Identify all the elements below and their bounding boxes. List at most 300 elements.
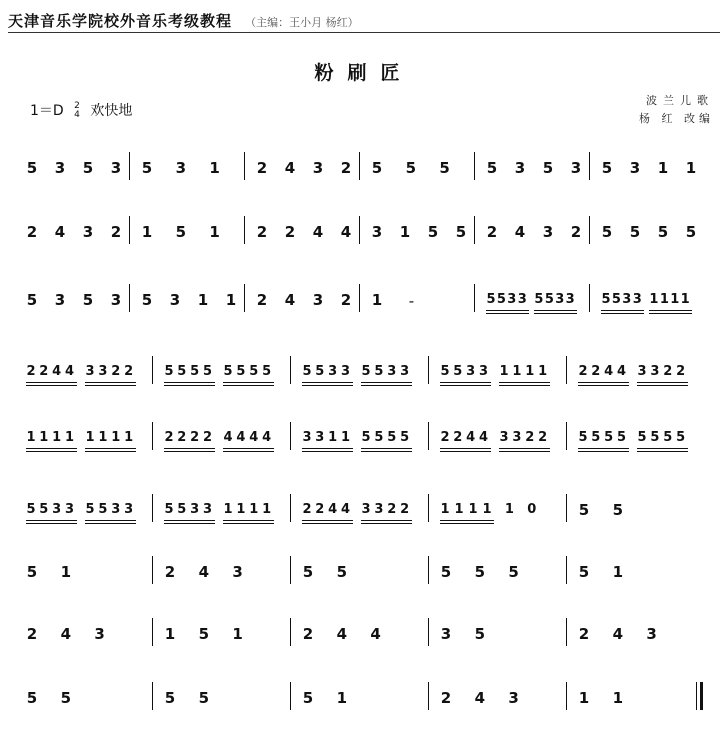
beam (440, 451, 491, 452)
barline (428, 682, 429, 710)
final-barline-thin (696, 682, 697, 710)
note: 1 (60, 563, 72, 581)
note: 3 (517, 292, 527, 307)
barline (589, 284, 590, 312)
note: 5 (39, 502, 49, 517)
barline (244, 216, 245, 244)
note: 2 (578, 625, 590, 643)
note: 4 (328, 502, 338, 517)
final-barline-thick (700, 682, 703, 710)
note: 2 (39, 364, 49, 379)
note: 2 (676, 364, 686, 379)
beam (361, 523, 412, 524)
barline (129, 216, 130, 244)
note: 5 (474, 625, 486, 643)
note: 1 (209, 159, 220, 177)
beam (649, 310, 692, 311)
barline (359, 152, 360, 180)
note: 5 (302, 689, 314, 707)
beam (302, 448, 353, 449)
measure (22, 148, 125, 196)
note: 1 (209, 223, 220, 241)
note: 3 (328, 364, 338, 379)
note: 3 (124, 502, 134, 517)
barline (290, 682, 291, 710)
note: 1 (685, 159, 697, 177)
note: 5 (427, 223, 439, 241)
note: 1 (504, 502, 514, 517)
beam (26, 382, 77, 383)
beam (85, 451, 136, 452)
measure (436, 352, 562, 400)
note: 4 (466, 430, 476, 445)
measure (436, 418, 562, 466)
note: 4 (612, 625, 624, 643)
note: 3 (400, 364, 410, 379)
note: 4 (474, 689, 486, 707)
measure (482, 148, 585, 196)
note: 3 (514, 159, 526, 177)
barline (244, 284, 245, 312)
note: 4 (64, 364, 75, 379)
note: 4 (198, 563, 210, 581)
note: 5 (177, 364, 187, 379)
beam (302, 523, 353, 524)
note: 2 (190, 430, 200, 445)
barline (566, 556, 567, 584)
note: 2 (387, 502, 397, 517)
note: 2 (26, 625, 38, 643)
beam (85, 523, 136, 524)
note: 1 (236, 502, 246, 517)
beam (637, 382, 688, 383)
note: 5 (26, 689, 38, 707)
barline (152, 556, 153, 584)
note: 3 (110, 291, 122, 309)
note: 4 (604, 364, 614, 379)
note: 3 (371, 223, 383, 241)
note: 5 (440, 563, 452, 581)
note: 3 (646, 625, 657, 643)
measure (22, 280, 125, 328)
measure (574, 678, 700, 726)
note: 5 (685, 223, 697, 241)
note: 5 (262, 364, 272, 379)
beam (637, 448, 688, 449)
measure (252, 148, 355, 196)
note: 5 (85, 502, 95, 517)
note: 5 (302, 563, 314, 581)
note: 5 (601, 159, 613, 177)
note: 2 (453, 430, 463, 445)
beam (440, 448, 491, 449)
note: 3 (374, 502, 384, 517)
note: 3 (82, 223, 94, 241)
note: 4 (336, 625, 348, 643)
measure (22, 212, 125, 260)
note: 4 (284, 159, 296, 177)
barline (566, 618, 567, 646)
note: 3 (52, 502, 62, 517)
beam (486, 313, 529, 314)
note: 3 (302, 430, 312, 445)
note: 5 (629, 223, 641, 241)
note: 5 (650, 430, 660, 445)
note: 5 (141, 159, 153, 177)
barline (428, 422, 429, 450)
note: 5 (400, 430, 410, 445)
note: 3 (507, 292, 517, 307)
score-row (18, 552, 712, 602)
beam (361, 382, 412, 383)
note: 1 (64, 430, 75, 445)
note: 2 (340, 159, 352, 177)
beam (164, 448, 215, 449)
beam (361, 520, 412, 521)
beam (164, 385, 215, 386)
barline (152, 682, 153, 710)
measure (22, 352, 148, 400)
note: 3 (312, 159, 324, 177)
note: 4 (249, 430, 259, 445)
measure (298, 418, 424, 466)
measure (574, 418, 700, 466)
beam (164, 451, 215, 452)
note: 1 (399, 223, 411, 241)
note: 5 (82, 291, 94, 309)
barline (566, 356, 567, 384)
note: 5 (440, 364, 450, 379)
note: 1 (612, 689, 624, 707)
note: 5 (508, 563, 519, 581)
score-row (18, 418, 712, 468)
note: 1 (52, 430, 62, 445)
note: 3 (629, 159, 641, 177)
note: 5 (637, 430, 647, 445)
note: 1 (141, 223, 153, 241)
note: 2 (591, 364, 601, 379)
note: 1 (612, 563, 624, 581)
measure (436, 678, 562, 726)
note: 5 (361, 430, 371, 445)
measure (22, 552, 148, 600)
note: 1 (499, 364, 509, 379)
barline (290, 422, 291, 450)
note: 5 (141, 291, 153, 309)
beam (85, 448, 136, 449)
note: 4 (370, 625, 381, 643)
beam (302, 382, 353, 383)
note: 2 (256, 159, 268, 177)
note: 5 (405, 159, 417, 177)
meter-top: 2 (74, 101, 80, 111)
score-row (18, 490, 712, 540)
measure (160, 418, 286, 466)
note: 3 (98, 364, 108, 379)
note: 2 (315, 502, 325, 517)
note: 2 (440, 430, 450, 445)
beam (578, 382, 629, 383)
note: 1 (680, 292, 690, 307)
note: 5 (578, 501, 590, 519)
note: 1 (340, 430, 351, 445)
barline (589, 152, 590, 180)
note: 5 (455, 223, 467, 241)
key-signature (30, 100, 132, 120)
note: 3 (64, 502, 75, 517)
note: 2 (110, 223, 122, 241)
beam (486, 310, 529, 311)
note: 2 (340, 291, 352, 309)
note: 3 (478, 364, 489, 379)
beam (534, 313, 577, 314)
barline (129, 152, 130, 180)
measure (367, 280, 470, 328)
note: 5 (486, 159, 498, 177)
note: 1 (659, 292, 669, 307)
beam (302, 385, 353, 386)
note: 1 (262, 502, 272, 517)
book-header (8, 10, 720, 33)
note: 3 (387, 364, 397, 379)
measure (298, 678, 424, 726)
note: 2 (302, 625, 314, 643)
note: 3 (94, 625, 105, 643)
note: 5 (60, 689, 72, 707)
measure (137, 280, 240, 328)
note: 1 (164, 625, 176, 643)
note: 2 (124, 364, 134, 379)
note: 1 (454, 502, 464, 517)
measure (298, 490, 424, 538)
score-row (18, 678, 712, 728)
note: 1 (512, 364, 522, 379)
note: 4 (340, 223, 352, 241)
note: 1 (657, 159, 669, 177)
barline (359, 216, 360, 244)
measure (367, 212, 470, 260)
measure (298, 552, 424, 600)
barline (152, 422, 153, 450)
meter (74, 102, 80, 120)
note: 5 (663, 430, 673, 445)
note: 5 (26, 291, 38, 309)
note: 5 (177, 502, 187, 517)
note: 2 (302, 502, 312, 517)
barline (290, 494, 291, 522)
note: 5 (175, 223, 187, 241)
note: 1 (111, 430, 121, 445)
score-row (18, 280, 712, 330)
barline (152, 356, 153, 384)
song-title: 粉刷匠 (314, 62, 414, 84)
note: 3 (565, 292, 575, 307)
note: 5 (544, 292, 554, 307)
beam (499, 385, 550, 386)
note: 2 (578, 364, 588, 379)
note: 3 (466, 364, 476, 379)
note: 4 (284, 291, 296, 309)
beam (164, 520, 215, 521)
measure (137, 148, 240, 196)
barline (290, 556, 291, 584)
beam (302, 520, 353, 521)
beam (499, 451, 550, 452)
beam (164, 382, 215, 383)
barline (428, 356, 429, 384)
note: 1 (525, 364, 535, 379)
beam (499, 382, 550, 383)
measure (160, 552, 286, 600)
note: 3 (169, 291, 181, 309)
note: 5 (534, 292, 544, 307)
note: 5 (26, 159, 38, 177)
note: 2 (26, 223, 38, 241)
measure (574, 352, 700, 400)
note: 3 (632, 292, 642, 307)
note: 1 (225, 291, 237, 309)
beam (601, 313, 644, 314)
note: 5 (616, 430, 627, 445)
note: 3 (202, 502, 213, 517)
note: 2 (111, 364, 121, 379)
note: 2 (256, 223, 268, 241)
barline (566, 494, 567, 522)
note: 5 (374, 364, 384, 379)
beam (440, 385, 491, 386)
beam (26, 520, 77, 521)
note: 1 (85, 430, 95, 445)
note: 3 (312, 291, 324, 309)
note: 5 (26, 502, 36, 517)
note: 3 (555, 292, 565, 307)
beam (361, 451, 412, 452)
note: 5 (361, 364, 371, 379)
note: 2 (538, 430, 548, 445)
tempo-marking: 欢快地 (90, 103, 133, 119)
note: 2 (663, 364, 673, 379)
note: 5 (190, 364, 200, 379)
note: 5 (82, 159, 94, 177)
measure (252, 212, 355, 260)
score-row (18, 614, 712, 664)
beam (440, 523, 494, 524)
key-label: 1＝D (30, 103, 64, 119)
beam (302, 451, 353, 452)
note: 3 (232, 563, 243, 581)
note: 1 (197, 291, 209, 309)
note: 1 (482, 502, 492, 517)
measure (160, 352, 286, 400)
note: 1 (538, 364, 548, 379)
editors-credit: （主编：王小月 杨红） (245, 16, 359, 29)
note: 5 (164, 502, 174, 517)
note: 3 (340, 364, 351, 379)
note: 5 (302, 364, 312, 379)
beam (361, 385, 412, 386)
beam (85, 382, 136, 383)
note: 1 (649, 292, 659, 307)
note: 1 (124, 430, 134, 445)
note: 1 (468, 502, 478, 517)
measure (367, 148, 470, 196)
note: 5 (439, 159, 450, 177)
measure (298, 352, 424, 400)
note: 5 (578, 430, 588, 445)
origin-credit: 波兰儿歌 (646, 94, 714, 107)
measure (482, 212, 585, 260)
note: 5 (591, 430, 601, 445)
note: 0 (527, 502, 537, 517)
beam (223, 382, 274, 383)
beam (578, 448, 629, 449)
note: 2 (440, 689, 452, 707)
measure (160, 614, 286, 662)
score-row (18, 212, 712, 262)
note: 4 (262, 430, 272, 445)
note: 1 (440, 502, 450, 517)
barline (428, 556, 429, 584)
note: 1 (223, 502, 233, 517)
measure (252, 280, 355, 328)
note: 3 (440, 625, 452, 643)
note: 3 (508, 689, 519, 707)
barline (474, 216, 475, 244)
beam (223, 448, 274, 449)
note: 5 (486, 292, 496, 307)
note: 1 (39, 430, 49, 445)
barline (129, 284, 130, 312)
beam (440, 520, 494, 521)
note: 3 (637, 364, 647, 379)
note: 2 (164, 430, 174, 445)
book-title: 天津音乐学院校外音乐考级教程 (8, 12, 233, 30)
barline (589, 216, 590, 244)
beam (223, 385, 274, 386)
note: 5 (198, 689, 210, 707)
note: 2 (202, 430, 213, 445)
note: 3 (110, 159, 122, 177)
beam (534, 310, 577, 311)
note: 5 (601, 292, 611, 307)
barline (152, 618, 153, 646)
beam (26, 451, 77, 452)
note: 5 (374, 430, 384, 445)
measure (597, 280, 700, 328)
beam (649, 313, 692, 314)
note: 2 (256, 291, 268, 309)
note: 1 (371, 291, 383, 309)
beam (637, 385, 688, 386)
note: 5 (601, 223, 613, 241)
note: 5 (236, 364, 246, 379)
arranger-credit: 杨 红 改编 (639, 112, 714, 125)
note: 5 (223, 364, 233, 379)
note: 3 (650, 364, 660, 379)
beam (578, 451, 629, 452)
measure (574, 614, 700, 662)
measure (482, 280, 585, 328)
note: 2 (525, 430, 535, 445)
beam (26, 385, 77, 386)
measure (574, 552, 700, 600)
note: 2 (26, 364, 36, 379)
note: 4 (616, 364, 627, 379)
beam (26, 448, 77, 449)
note: 2 (164, 563, 176, 581)
note: 4 (478, 430, 489, 445)
score-row (18, 148, 712, 198)
